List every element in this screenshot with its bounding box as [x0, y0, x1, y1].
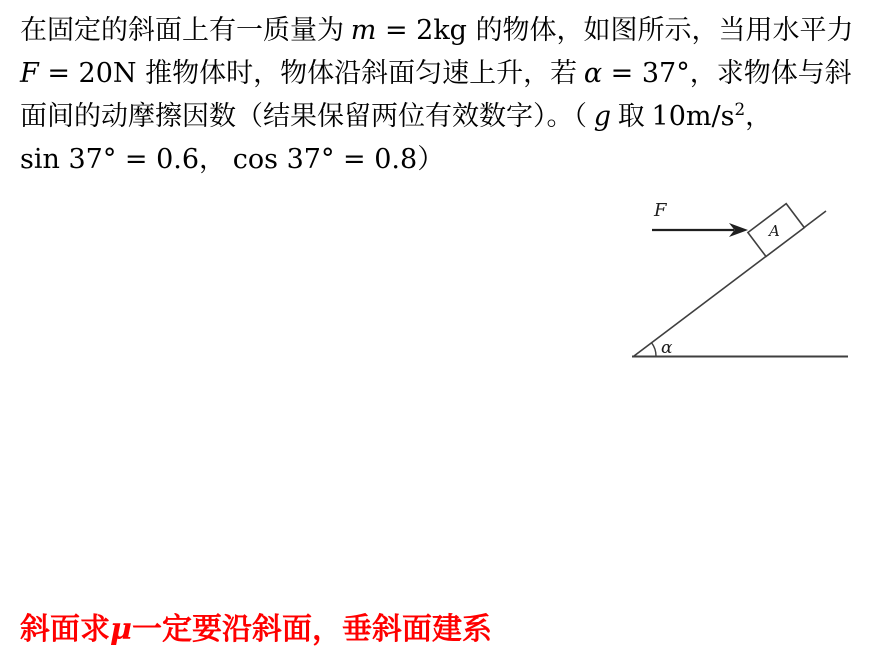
- problem-line-2: [20, 52, 886, 95]
- math-value: 10m/s: [651, 101, 735, 132]
- math-value: cos 37° = 0.8: [232, 144, 418, 175]
- math-variable-F: F: [20, 58, 39, 89]
- teacher-note: [20, 610, 492, 650]
- math-value: sin 37° = 0.6: [20, 144, 200, 175]
- problem-text: ，: [199, 144, 233, 174]
- problem-text: 在固定的斜面上有一质量为: [20, 15, 351, 45]
- problem-text: 的物体，如图所示，当用水平力: [475, 15, 854, 45]
- math-value: = 20N: [38, 58, 146, 89]
- math-value: = 37°: [602, 58, 690, 89]
- angle-label: α: [661, 338, 673, 358]
- math-variable-g: g: [593, 101, 612, 132]
- problem-text: ）: [417, 144, 445, 174]
- math-variable-alpha: α: [583, 58, 603, 89]
- problem-line-1: [20, 9, 886, 52]
- force-label: F: [654, 200, 667, 221]
- problem-line-4: [20, 138, 886, 181]
- note-text: 斜面求: [20, 613, 110, 646]
- problem-text: 取: [611, 101, 652, 131]
- math-value: = 2kg: [376, 15, 476, 46]
- problem-text: 面间的动摩擦因数（结果保留两位有效数字）。（: [20, 101, 594, 131]
- problem-statement: [20, 9, 886, 181]
- problem-text: ，: [745, 101, 773, 131]
- note-text: 一定要沿斜面，垂斜面建系: [131, 613, 492, 646]
- math-superscript: 2: [734, 99, 746, 119]
- problem-text: 推物体时，物体沿斜面匀速上升，若: [145, 58, 584, 88]
- math-variable-m: m: [350, 15, 377, 46]
- incline-diagram: [620, 190, 893, 375]
- problem-line-3: [20, 95, 886, 138]
- note-mu-symbol: μ: [110, 612, 132, 647]
- angle-arc: [652, 343, 656, 356]
- problem-text: ，求物体与斜: [689, 58, 852, 88]
- block-label: A: [769, 222, 780, 240]
